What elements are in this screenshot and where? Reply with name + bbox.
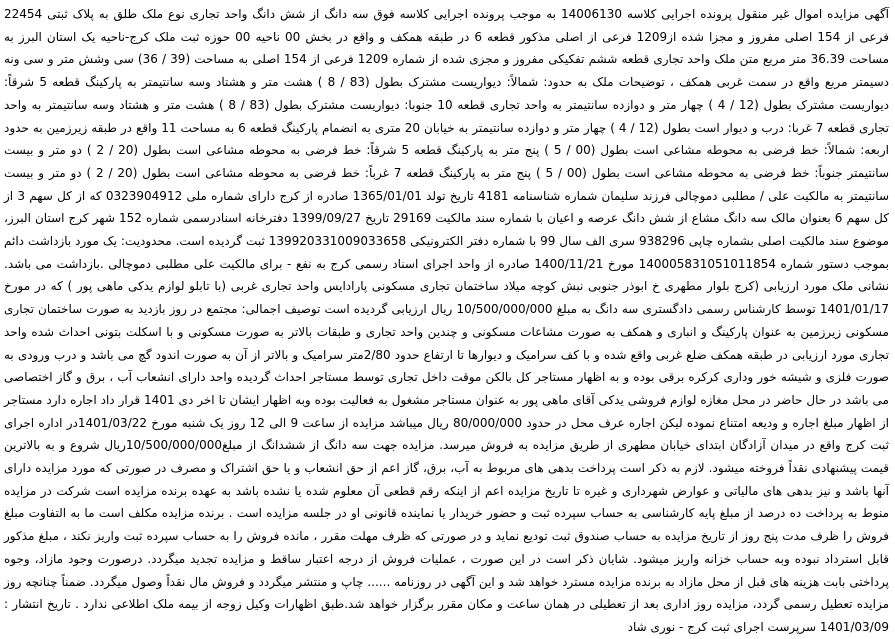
notice-body-text: آگهی مزایده اموال غیر منقول پرونده اجرایی کلاسه 14006130 به موجب پرونده اجرایی کلاسه فوق سه دانگ از شش دانگ واحد تجاری نوع ملک طلق به پلاک ثبتی 22454 فرعی از 154 اصلی مفروز و مجزا شده از1209 فرعی از اصلی مذکور قطعه 6 در طبقه همکف و واقع در بخش 00 ناحیه 00 حوزه ثبت ملک کرج-ناحیه یک استان البرز به مساحت 36.39 متر مربع متن ملک واحد تجاری قطعه ششم تفکیکی مفروز و مجزی شده از شماره 1209 فرعی از 154 اصلی به مساحت (39 / 36) سی وشش متر و سی ونه دسیمتر مربع واقع در سمت غربی همکف ، توضیحات ملک به حدود: شمالاً: دیواریست مشترک بطول (83 / 8 ) هشت متر و هشتاد وسه سانتیمتر به پارکینگ قطعه 5 شرقاً: دیواریست مشترک بطول (12 / 4 ) چهار متر و دوازده سانتیمتر به واحد تجاری قطعه 10 جنوبا: دیواریست مشترک بطول (83 / 8 ) هشت متر و هشتاد وسه سانتیمتر به واحد تجاری قطعه 7 غربا: درب و دیوار است بطول (12 / 4 ) چهار متر و دوازده سانتیمتر به خیابان 20 متری به انضمام پارکینگ قطعه 6 به مساحت 11 واقع در طبقه زیرزمین به حدود اربعه: شمالاً: خط فرضی به محوطه مشاعی است بطول (00 / 5 ) پنج متر به پارکینگ قطعه 5 شرقاً: خط فرضی به محوطه مشاعی است بطول (20 / 2 ) دو متر و بیست سانتیمتر جنوباً: خط فرضی به محوطه مشاعی است بطول (00 / 5 ) پنج متر به پارکینگ قطعه 7 غرباً: خط فرضی به محوطه مشاعی است بطول (20 / 2 ) دو متر و بیست سانتیمتر به مالکیت علی / مطلبی دموچالی فرزند سلیمان شماره شناسنامه 4181 تاریخ تولد 1365/01/01 صادره از کرج دارای شماره ملی 0323904912 که از کل سهم 3 از کل سهم 6 بعنوان مالک سه دانگ مشاع از شش دانگ عرصه و اعیان با شماره سند مالکیت 29169 تاریخ 1399/09/27 دفترخانه اسنادرسمی شماره 152 شهر کرج استان البرز، موضوع سند مالکیت اصلی بشماره چاپی 938296 سری الف سال 99 با شماره دفتر الکترونیکی 139920331009033658 ثبت گردیده است. محدودیت: یک مورد بازداشت دائم بموجب دستور شماره 140005831051011854 مورخ 1400/11/21 صادره از واحد اجرای اسناد رسمی کرج به نفع - برای مالکیت علی مطلبی دموچالی .بازداشت می باشد. نشانی ملک مورد ارزیابی (کرج بلوار مطهری خ ابوذر جنوبی نبش کوچه میلاد ساختمان تجاری مسکونی پارادایس واحد تجاری غربی (با تابلو لوازم یدکی ماهی پور ) که در مورخ 1401/01/17 توسط کارشناس رسمی دادگستری سه دانگ به مبلغ 10/500/000/000 ریال ارزیابی گردیده است توصیف اجمالی: مجتمع در روز بازدید به صورت ساختمان تجاری مسکونی زیرزمین به عنوان پارکینگ و انباری و همکف به صورت مشاعات مسکونی و چندین واحد تجاری و طبقات بالاتر به صورت مسکونی و با اسکلت بتونی احداث شده واحد تجاری مورد ارزیابی در طبقه همکف ضلع غربی واقع شده و با کف سرامیک و دیوارها تا ارتفاع حدود 2/80متر سرامیک و بالاتر از آن به صورت اندود گچ می باشد و درب ورودی به صورت فلزی و شیشه خور وداری کرکره برقی بوده و به اظهار مستاجر کل بالکن موقت داخل تجاری توسط مستاجر احداث گردیده واحد دارای انشعاب آب ، برق و گاز اختصاصی می باشد در حال حاضر در محل مغازه لوازم فروشی یدکی آقای ماهی پور به عنوان مستاجر مشغول به فعالیت بوده وبه اظهار ایشان تا اخر دی 1401 قرار داد اجاره دارد مستاجر از اظهار مبلغ اجاره و ودیعه امتناع نموده لیکن اجاره عرف محل در حدود 80/000/000 ریال میباشد مزایده از ساعت 9 الی 12 روز یک شنبه مورخ 1401/03/22در اداره اجرای ثبت کرج واقع در میدان آزادگان ابتدای خیابان مطهری از طریق مزایده به فروش میرسد. مزایده جهت سه دانگ از ششدانگ از مبلغ10/500/000/000ریال شروع و به بالاترین قیمت پیشنهادی نقداً فروخته میشود. لازم به ذکر است پرداخت بدهی های مربوط به آب، برق، گاز اعم از حق انشعاب و یا حق اشتراک و مصرف در صورتی که مورد مزایده دارای آنها باشد و نیز بدهی های مالیاتی و عوارض شهرداری و غیره تا تاریخ مزایده اعم از اینکه رقم قطعی آن معلوم شده یا نشده باشد به عهده برنده مزایده است شرکت در مزایده منوط به پرداخت ده درصد از مبلغ پایه کارشناسی به حساب سپرده ثبت و حضور خریدار یا نماینده قانونی او در جلسه مزایده است . برنده مزایده مکلف است ما به التفاوت مبلغ فروش را ظرف مدت پنج روز از تاریخ مزایده به حساب صندوق ثبت تودیع نماید و در صورتی که ظرف مهلت مقرر ، مانده فروش را به حساب سپرده ثبت واریز نکند ، مبلغ مذکور قابل استرداد نبوده وبه حساب خزانه واریز میشود. شایان ذکر است در این صورت ، عملیات فروش از درجه اعتبار ساقط و مزایده تجدید میگردد. درصورت وجود مازاد، وجوه پرداختی بابت هزینه های قبل از محل مازاد به برنده مزایده مسترد خواهد شد و این آگهی در روزنامه ...... چاپ و منتشر میگردد و فروش مال نقداً وصول میگردد. ضمناً چنانچه روز مزایده تعطیل رسمی گردد، مزایده روز اداری بعد از تعطیلی در همان ساعت و مکان مقرر برگزار خواهد شد.طبق اظهارات وکیل زوجه از بیمه ملک اطلاعی ندارد . تاریخ انتشار : 1401/03/09 سرپرست اجرای ثبت کرج - نوری شاد: [4, 7, 890, 634]
